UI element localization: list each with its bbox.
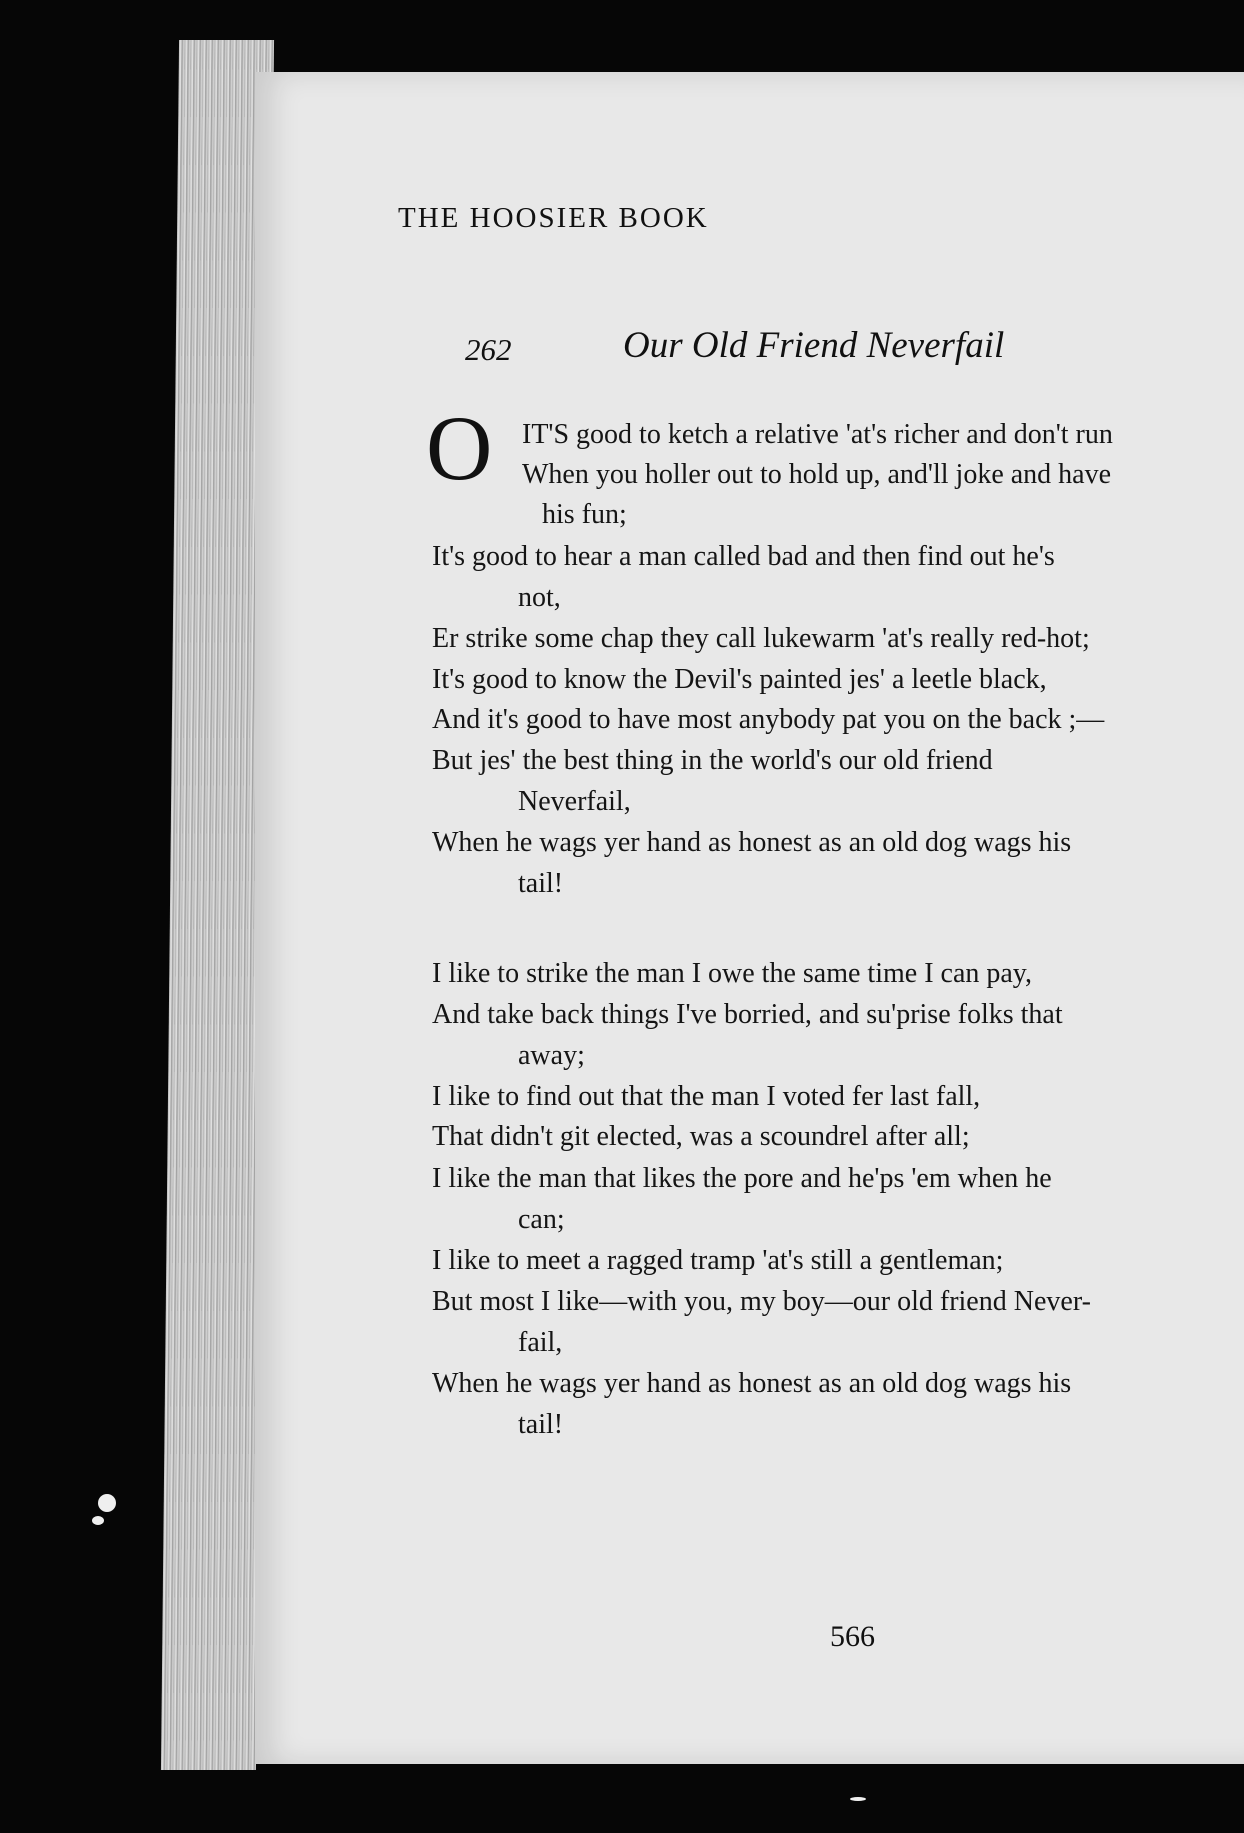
poem-number: 262 xyxy=(465,332,512,367)
poem-line: his fun; xyxy=(542,499,627,530)
running-head: THE HOOSIER BOOK xyxy=(398,202,709,234)
paper-speck xyxy=(850,1797,866,1801)
poem-line: can; xyxy=(518,1204,565,1235)
poem-line: tail! xyxy=(518,868,564,899)
poem-line: tail! xyxy=(518,1409,564,1440)
poem-line: fail, xyxy=(518,1327,563,1358)
poem-line: It's good to know the Devil's painted jes' a leetle black, xyxy=(432,664,1047,695)
poem-line: And take back things I've borried, and su'prise folks that xyxy=(432,999,1063,1030)
poem-line: Er strike some chap they call lukewarm 'at's really red-hot; xyxy=(432,623,1090,654)
poem-line: away; xyxy=(518,1040,585,1071)
poem-line: When he wags yer hand as honest as an old dog wags his xyxy=(432,1368,1072,1399)
poem-line: When you holler out to hold up, and'll joke and have xyxy=(522,459,1112,490)
paper-speck xyxy=(98,1494,116,1512)
poem-line: I like the man that likes the pore and he'ps 'em when he xyxy=(432,1163,1052,1194)
drop-cap: O xyxy=(426,397,493,499)
poem-line: Neverfail, xyxy=(518,786,631,817)
poem-line: IT'S good to ketch a relative 'at's richer and don't run xyxy=(522,419,1113,450)
page-number: 566 xyxy=(830,1620,875,1653)
poem-line: I like to meet a ragged tramp 'at's still a gentleman; xyxy=(432,1245,1004,1276)
poem-title: Our Old Friend Neverfail xyxy=(623,325,1005,366)
poem-line: I like to strike the man I owe the same time I can pay, xyxy=(432,958,1032,989)
poem-line: And it's good to have most anybody pat you on the back ;— xyxy=(432,704,1105,735)
poem-line: But most I like—with you, my boy—our old friend Never- xyxy=(432,1286,1091,1317)
poem-line: It's good to hear a man called bad and then find out he's xyxy=(432,541,1055,572)
poem-line: not, xyxy=(518,582,561,613)
poem-line: I like to find out that the man I voted fer last fall, xyxy=(432,1081,981,1112)
poem-line: But jes' the best thing in the world's our old friend xyxy=(432,745,993,776)
poem-line: That didn't git elected, was a scoundrel after all; xyxy=(432,1121,970,1152)
paper-speck xyxy=(92,1516,104,1525)
poem-line: When he wags yer hand as honest as an old dog wags his xyxy=(432,827,1072,858)
